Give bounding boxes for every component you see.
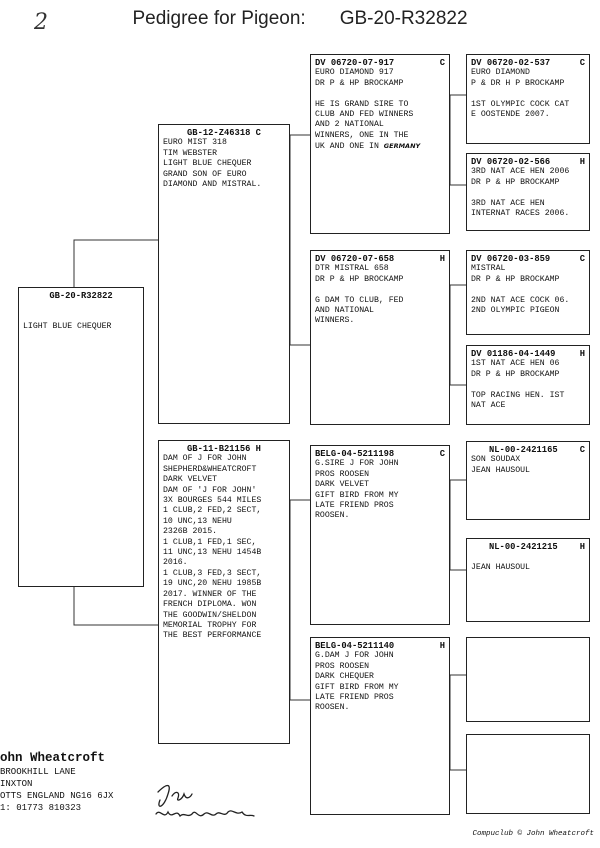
dam-dam-line: DARK CHEQUER xyxy=(315,672,374,682)
owner-address-line: OTTS ENGLAND NG16 6JX xyxy=(0,791,114,801)
ssd-line: INTERNAT RACES 2006. xyxy=(471,209,570,219)
sire-line: EURO MIST 318 xyxy=(163,138,227,148)
subject-ring: GB-20-R32822 xyxy=(49,291,113,301)
sire-line: LIGHT BLUE CHEQUER xyxy=(163,159,252,169)
dam-dam-line: LATE FRIEND PROS xyxy=(315,693,394,703)
owner-block xyxy=(0,750,113,814)
sds-line: MISTRAL xyxy=(471,264,506,274)
dsd-header xyxy=(471,542,585,552)
sire-sire-dam-box xyxy=(466,153,590,231)
sire-sire-line: WINNERS, ONE IN THE xyxy=(315,130,409,140)
sss-sex: C xyxy=(579,58,585,68)
dam-line: 10 UNC,13 NEHU xyxy=(163,516,232,526)
dam-dam-ring: BELG-04-5211140 xyxy=(315,641,395,651)
dam-line: FRENCH DIPLOMA. WON xyxy=(163,600,257,610)
dam-line: MEMORIAL TROPHY FOR xyxy=(163,620,257,630)
dam-sire-dam-box xyxy=(466,538,590,622)
sdd-ring: DV 01186-04-1449 xyxy=(471,349,556,359)
sire-header xyxy=(163,128,285,138)
sire-sex: C xyxy=(255,128,261,138)
sire-sire-line: DR P & HP BROCKAMP xyxy=(315,78,404,88)
dam-dam-line: G.DAM J FOR JOHN xyxy=(315,651,394,661)
sire-dam-line: WINNERS. xyxy=(315,316,355,326)
sdd-line: NAT ACE xyxy=(471,401,506,411)
title-label: Pedigree for Pigeon: xyxy=(132,8,306,29)
dam-sire-header xyxy=(315,449,445,459)
sire-dam-box xyxy=(310,250,450,425)
dam-line: THE GOODWIN/SHELDON xyxy=(163,610,257,620)
sire-sire-ring: DV 06720-07-917 xyxy=(315,58,395,68)
dam-line: DAM OF J FOR JOHN xyxy=(163,454,247,464)
dsd-line: JEAN HAUSOUL xyxy=(471,562,530,572)
dam-line: 3X BOURGES 544 MILES xyxy=(163,496,262,506)
dam-dam-line: PROS ROOSEN xyxy=(315,661,370,671)
sds-sex: C xyxy=(579,254,585,264)
dam-box xyxy=(158,440,290,744)
sire-dam-ring: DV 06720-07-658 xyxy=(315,254,395,264)
dam-line: THE BEST PERFORMANCE xyxy=(163,631,262,641)
dam-sire-line: LATE FRIEND PROS xyxy=(315,501,394,511)
sdd-header xyxy=(471,349,585,359)
ssd-line: 3RD NAT ACE HEN 2006 xyxy=(471,167,570,177)
sds-line: DR P & HP BROCKAMP xyxy=(471,274,560,284)
sire-dam-sex: H xyxy=(439,254,445,264)
sdd-line xyxy=(471,380,585,390)
dam-line: 2016. xyxy=(163,558,188,568)
dss-line: SON SOUDAX xyxy=(471,455,521,465)
dss-header xyxy=(471,445,585,455)
ssd-line: DR P & HP BROCKAMP xyxy=(471,177,560,187)
sire-dam-line: DR P & HP BROCKAMP xyxy=(315,274,404,284)
dam-sire-ring: BELG-04-5211198 xyxy=(315,449,395,459)
sire-sire-line: AND 2 NATIONAL xyxy=(315,120,384,130)
subject-line xyxy=(23,301,139,311)
sire-dam-dam-box xyxy=(466,345,590,425)
owner-address-line: INXTON xyxy=(0,779,33,789)
sire-dam-line xyxy=(315,285,445,295)
connector-sd xyxy=(450,285,466,385)
dam-dam-header xyxy=(315,641,445,651)
dam-sire-line: ROOSEN. xyxy=(315,511,350,521)
sds-line: 2ND OLYMPIC PIGEON xyxy=(471,306,560,316)
sire-sire-line xyxy=(315,141,445,152)
sire-dam-line: G DAM TO CLUB, FED xyxy=(315,295,404,305)
connector-dd xyxy=(450,675,466,770)
sds-ring: DV 06720-03-859 xyxy=(471,254,551,264)
sire-dam-line: AND NATIONAL xyxy=(315,306,374,316)
sire-sire-line-text: UK AND ONE IN xyxy=(315,142,379,152)
sire-sire-line: CLUB AND FED WINNERS xyxy=(315,110,414,120)
dam-line: 1 CLUB,1 FED,1 SEC, xyxy=(163,537,257,547)
sire-sire-sex: C xyxy=(439,58,445,68)
sire-box xyxy=(158,124,290,424)
title-ring: GB-20-R32822 xyxy=(339,8,468,29)
connector-dam xyxy=(290,500,310,700)
signature-image xyxy=(150,778,260,828)
dss-line: JEAN HAUSOUL xyxy=(471,465,530,475)
dam-line: 19 UNC,20 NEHU 1985B xyxy=(163,579,262,589)
dam-dam-sire-box xyxy=(466,637,590,722)
connector-ss xyxy=(450,95,466,185)
dam-dam-box xyxy=(310,637,450,815)
sire-dam-line: DTR MISTRAL 658 xyxy=(315,264,389,274)
sdd-line: DR P & HP BROCKAMP xyxy=(471,369,560,379)
ssd-line: 3RD NAT ACE HEN xyxy=(471,198,545,208)
dam-line: 2017. WINNER OF THE xyxy=(163,589,257,599)
dam-sire-line: DARK VELVET xyxy=(315,480,370,490)
dam-sire-line: G.SIRE J FOR JOHN xyxy=(315,459,399,469)
dam-header xyxy=(163,444,285,454)
dam-line: SHEPHERD&WHEATCROFT xyxy=(163,464,257,474)
dsd-ring: NL-00-2421215 xyxy=(489,542,558,552)
sire-line: DIAMOND AND MISTRAL. xyxy=(163,180,262,190)
owner-phone: 1: 01773 810323 xyxy=(0,803,82,813)
footer-credit: Compuclub © John Wheatcroft xyxy=(472,830,594,838)
sire-line: GRAND SON OF EURO xyxy=(163,169,247,179)
sire-ring: GB-12-Z46318 xyxy=(187,128,251,138)
dam-ring: GB-11-B21156 xyxy=(187,444,251,454)
dsd-line xyxy=(471,552,585,562)
connector-ds xyxy=(450,480,466,570)
sds-line: 2ND NAT ACE COCK 06. xyxy=(471,295,570,305)
dam-sire-line: GIFT BIRD FROM MY xyxy=(315,490,399,500)
sdd-line: TOP RACING HEN. IST xyxy=(471,390,565,400)
dam-line: 1 CLUB,3 FED,3 SECT, xyxy=(163,568,262,578)
dam-sire-sire-box xyxy=(466,441,590,520)
sire-sire-header xyxy=(315,58,445,68)
dam-line: DARK VELVET xyxy=(163,475,218,485)
dam-line: DAM OF 'J FOR JOHN' xyxy=(163,485,257,495)
dam-sire-line: PROS ROOSEN xyxy=(315,469,370,479)
sire-dam-header xyxy=(315,254,445,264)
sire-sire-line: EURO DIAMOND 917 xyxy=(315,68,394,78)
ssd-ring: DV 06720-02-566 xyxy=(471,157,551,167)
sds-line xyxy=(471,285,585,295)
sss-line: E OOSTENDE 2007. xyxy=(471,110,550,120)
subject-line: LIGHT BLUE CHEQUER xyxy=(23,321,112,331)
owner-address-line: BROOKHILL LANE xyxy=(0,767,76,777)
sss-line xyxy=(471,89,585,99)
dss-sex: C xyxy=(579,445,585,455)
handwritten-note: GERMANY xyxy=(383,142,421,151)
dam-line: 2326B 2015. xyxy=(163,527,218,537)
dam-dam-line: GIFT BIRD FROM MY xyxy=(315,682,399,692)
dam-sire-sex: C xyxy=(439,449,445,459)
ssd-header xyxy=(471,157,585,167)
sdd-sex: H xyxy=(579,349,585,359)
dam-dam-dam-box xyxy=(466,734,590,814)
sire-sire-line xyxy=(315,89,445,99)
sire-dam-sire-box xyxy=(466,250,590,335)
dss-ring: NL-00-2421165 xyxy=(489,445,558,455)
sire-sire-sire-box xyxy=(466,54,590,144)
ssd-sex: H xyxy=(579,157,585,167)
sdd-line: 1ST NAT ACE HEN 06 xyxy=(471,359,560,369)
ssd-line xyxy=(471,188,585,198)
dam-dam-sex: H xyxy=(439,641,445,651)
page-number: 2 xyxy=(34,10,48,35)
sss-line: 1ST OLYMPIC COCK CAT xyxy=(471,99,570,109)
sss-line: EURO DIAMOND xyxy=(471,68,530,78)
dam-sex: H xyxy=(255,444,261,454)
sss-ring: DV 06720-02-537 xyxy=(471,58,551,68)
dam-line: 11 UNC,13 NEHU 1454B xyxy=(163,548,262,558)
dam-sire-box xyxy=(310,445,450,625)
dam-line: 1 CLUB,2 FED,2 SECT, xyxy=(163,506,262,516)
sss-line: P & DR H P BROCKAMP xyxy=(471,78,565,88)
sss-header xyxy=(471,58,585,68)
sire-sire-line: HE IS GRAND SIRE TO xyxy=(315,99,409,109)
dam-dam-line: ROOSEN. xyxy=(315,703,350,713)
owner-name: ohn Wheatcroft xyxy=(0,751,106,765)
sire-sire-box xyxy=(310,54,450,234)
subject-box xyxy=(18,287,144,587)
sire-line: TIM WEBSTER xyxy=(163,148,218,158)
dsd-sex: H xyxy=(579,542,585,552)
connector-sire xyxy=(290,135,310,345)
sds-header xyxy=(471,254,585,264)
